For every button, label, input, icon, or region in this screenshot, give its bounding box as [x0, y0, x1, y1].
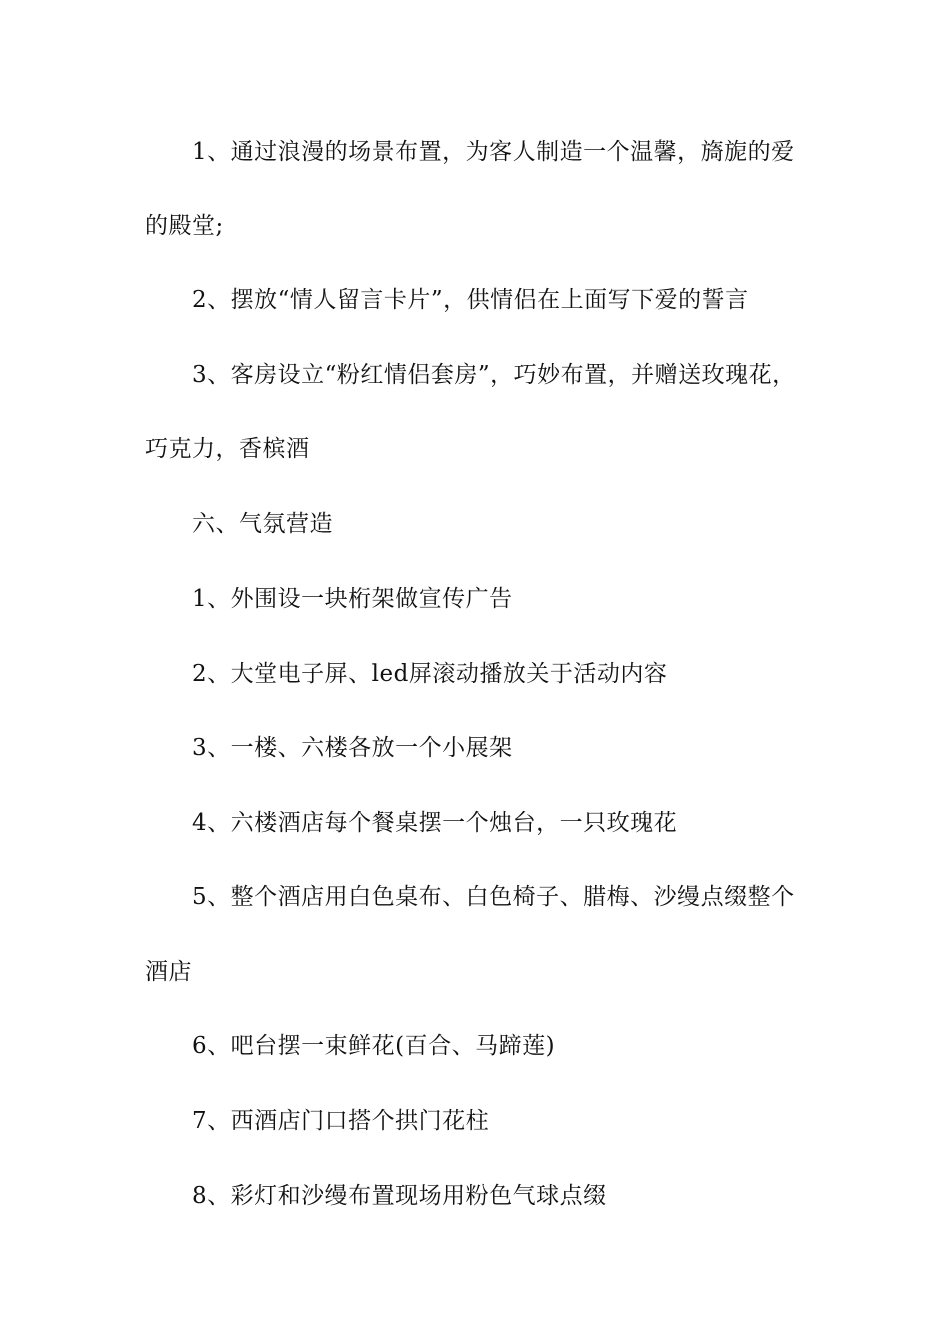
paragraph-line: 5、整个酒店用白色桌布、白色椅子、腊梅、沙缦点缀整个 [192, 884, 795, 910]
paragraph-line: 酒店 [145, 959, 192, 985]
paragraph-line: 4、六楼酒店每个餐桌摆一个烛台，一只玫瑰花 [192, 810, 678, 836]
paragraph-line: 巧克力，香槟酒 [145, 436, 310, 462]
paragraph-line: 3、客房设立“粉红情侣套房”，巧妙布置，并赠送玫瑰花， [192, 362, 796, 388]
paragraph-line: 2、大堂电子屏、led屏滚动播放关于活动内容 [192, 661, 668, 687]
section-heading: 六、气氛营造 [192, 511, 333, 537]
paragraph-line: 1、通过浪漫的场景布置，为客人制造一个温馨，旖旎的爱 [192, 139, 795, 165]
paragraph-line: 7、西酒店门口搭个拱门花柱 [192, 1108, 490, 1134]
paragraph-line: 1、外围设一块桁架做宣传广告 [192, 586, 513, 612]
paragraph-line: 的殿堂; [145, 213, 224, 239]
paragraph-line: 8、彩灯和沙缦布置现场用粉色气球点缀 [192, 1183, 607, 1209]
paragraph-line: 2、摆放“情人留言卡片”，供情侣在上面写下爱的誓言 [192, 287, 749, 313]
paragraph-line: 6、吧台摆一束鲜花(百合、马蹄莲) [192, 1033, 556, 1059]
paragraph-line: 3、一楼、六楼各放一个小展架 [192, 735, 513, 761]
